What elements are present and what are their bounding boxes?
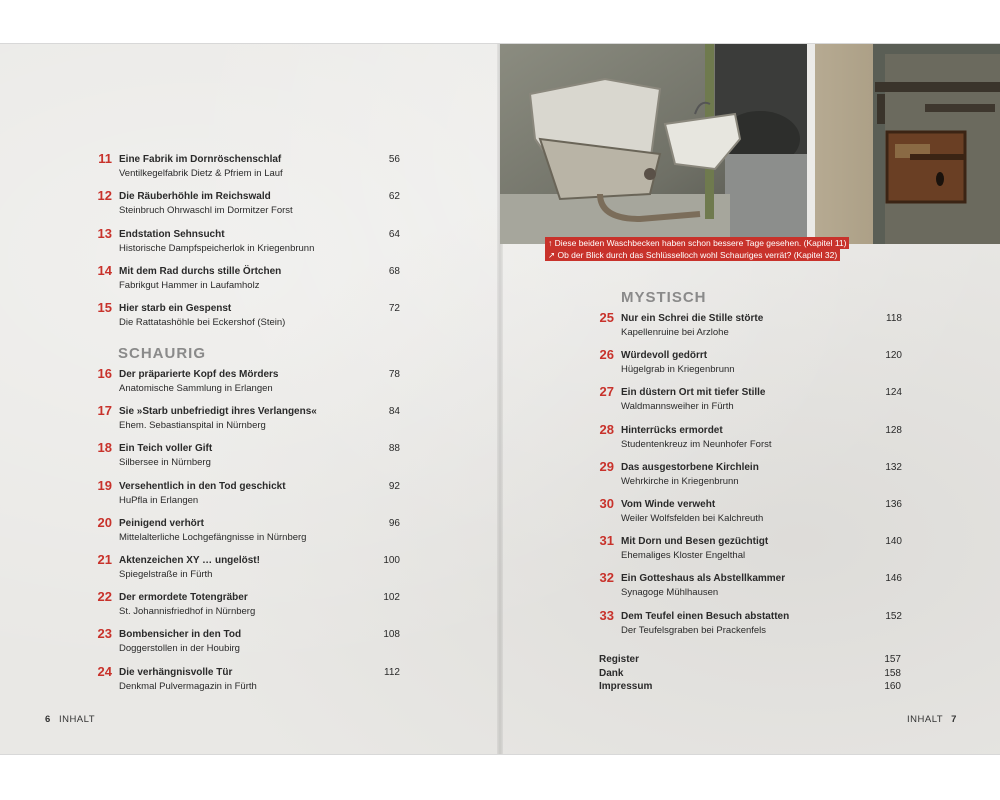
- chapter-number: 30: [599, 496, 614, 511]
- chapter-number: 22: [97, 589, 112, 605]
- section-title-schaurig: SCHAURIG: [118, 345, 207, 362]
- chapter-title: Ein Gotteshaus als Abstellkammer: [621, 573, 786, 585]
- chapter-number: 23: [97, 626, 112, 642]
- chapter-location: Silbersee in Nürnberg: [119, 457, 211, 469]
- chapter-page: 112: [384, 666, 400, 678]
- chapter-number: 13: [97, 225, 112, 241]
- chapter-location: Die Rattatashöhle bei Eckershof (Stein): [119, 317, 286, 329]
- chapter-page: 102: [383, 592, 400, 604]
- backmatter-dank[interactable]: [599, 667, 901, 681]
- keyhole-door-photo-icon: [815, 44, 1000, 244]
- chapter-title: Die Räuberhöhle im Reichswald: [119, 191, 271, 203]
- toc-entry[interactable]: [97, 663, 400, 693]
- chapter-page: 118: [886, 313, 902, 324]
- chapter-page: 62: [388, 191, 400, 203]
- chapter-title: Nur ein Schrei die Stille störte: [621, 313, 764, 324]
- toc-entry[interactable]: [599, 310, 902, 339]
- chapter-page: 72: [388, 303, 400, 315]
- chapter-number: 20: [97, 514, 112, 530]
- chapter-location: Synagoge Mühlhausen: [621, 587, 719, 599]
- chapter-number: 33: [599, 607, 614, 623]
- chapter-location: Waldmannsweiher in Fürth: [621, 401, 734, 413]
- chapter-title: Peinigend verhört: [119, 517, 205, 529]
- caption-1: ↑ Diese beiden Waschbecken haben schon bessere Tage gesehen. (Kapitel 11): [545, 237, 849, 249]
- toc-entry[interactable]: [97, 366, 400, 395]
- chapter-number: 12: [97, 188, 112, 204]
- photo-keyhole-door: [815, 44, 1000, 244]
- toc-entry[interactable]: [97, 514, 400, 544]
- chapter-page: 152: [885, 610, 902, 622]
- footer-page-number-right: 7: [951, 714, 957, 725]
- chapter-page: 78: [388, 369, 400, 380]
- chapter-page: 124: [885, 387, 902, 399]
- toc-entry[interactable]: [599, 496, 902, 525]
- toc-entry[interactable]: [97, 477, 400, 507]
- backmatter-label: Register: [599, 654, 640, 665]
- chapter-location: Anatomische Sammlung in Erlangen: [119, 383, 273, 394]
- chapter-location: Kapellenruine bei Arzlohe: [621, 327, 729, 338]
- chapter-page: 108: [383, 629, 400, 641]
- backmatter: [599, 653, 901, 694]
- chapter-number: 18: [97, 440, 112, 456]
- chapter-page: 56: [388, 154, 400, 165]
- chapter-location: Fabrikgut Hammer in Laufamholz: [119, 279, 260, 291]
- chapter-page: 92: [388, 480, 400, 492]
- chapter-page: 132: [885, 461, 902, 473]
- sinks-photo-icon: [500, 44, 807, 244]
- chapter-title: Der präparierte Kopf des Mörders: [119, 369, 279, 380]
- toc-entry[interactable]: [97, 589, 400, 618]
- chapter-title: Mit Dorn und Besen gezüchtigt: [621, 536, 769, 548]
- chapter-title: Aktenzeichen XY … ungelöst!: [119, 555, 260, 566]
- chapter-title: Das ausgestorbene Kirchlein: [621, 461, 759, 473]
- chapter-title: Bombensicher in den Tod: [119, 629, 242, 641]
- backmatter-label: Dank: [599, 667, 624, 679]
- chapter-number: 21: [97, 552, 112, 567]
- chapter-page: 64: [388, 228, 400, 240]
- chapter-location: Historische Dampfspeicherlok in Kriegenbrunn: [119, 242, 315, 254]
- toc-entry[interactable]: [599, 458, 902, 488]
- chapter-location: Ventilkegelfabrik Dietz & Pfriem in Lauf: [119, 168, 283, 179]
- backmatter-page: 157: [884, 654, 901, 665]
- chapter-location: Doggerstollen in der Houbirg: [119, 643, 240, 655]
- backmatter-page: 158: [884, 667, 901, 679]
- chapter-location: Studentenkreuz im Neunhofer Forst: [621, 438, 772, 450]
- chapter-number: 27: [599, 384, 614, 400]
- chapter-title: Sie »Starb unbefriedigt ihres Verlangens«: [119, 406, 317, 418]
- chapter-number: 31: [599, 533, 614, 549]
- chapter-page: 68: [388, 265, 400, 277]
- chapter-number: 24: [97, 663, 112, 679]
- chapter-title: Dem Teufel einen Besuch abstatten: [621, 610, 790, 622]
- chapter-page: 128: [885, 424, 902, 436]
- chapter-page: 100: [383, 555, 400, 566]
- toc-entry[interactable]: [97, 225, 400, 255]
- footer-page-number-left: 6: [45, 714, 51, 725]
- chapter-location: Wehrkirche in Kriegenbrunn: [621, 475, 739, 487]
- toc-entry[interactable]: [97, 300, 400, 329]
- chapter-title: Ein düstern Ort mit tiefer Stille: [621, 387, 766, 399]
- chapter-title: Eine Fabrik im Dornröschenschlaf: [119, 154, 282, 165]
- chapter-number: 26: [599, 347, 614, 363]
- toc-entry[interactable]: [97, 440, 400, 469]
- footer-right: [907, 714, 957, 725]
- chapter-location: Ehemaliges Kloster Engelthal: [621, 550, 746, 562]
- chapter-title: Mit dem Rad durchs stille Örtchen: [119, 265, 282, 277]
- chapter-title: Versehentlich in den Tod geschickt: [119, 480, 286, 492]
- chapter-location: Der Teufelsgraben bei Prackenfels: [621, 624, 767, 636]
- chapter-page: 96: [388, 517, 400, 529]
- chapter-title: Die verhängnisvolle Tür: [119, 666, 233, 678]
- chapter-location: Hügelgrab in Kriegenbrunn: [621, 364, 735, 376]
- toc-entry[interactable]: [97, 188, 400, 217]
- toc-entry[interactable]: [599, 570, 902, 599]
- backmatter-page: 160: [884, 681, 901, 692]
- chapter-title: Der ermordete Totengräber: [119, 592, 248, 604]
- chapter-location: Mittelalterliche Lochgefängnisse in Nürnberg: [119, 531, 307, 543]
- chapter-number: 11: [98, 151, 112, 166]
- toc-entry[interactable]: [97, 626, 400, 655]
- chapter-title: Würdevoll gedörrt: [621, 350, 708, 362]
- photo-sinks: [500, 44, 807, 244]
- chapter-page: 136: [885, 499, 902, 510]
- toc-entry[interactable]: [599, 533, 902, 562]
- backmatter-label: Impressum: [599, 681, 653, 692]
- chapter-number: 28: [599, 421, 614, 437]
- toc-entry[interactable]: [98, 151, 400, 180]
- chapter-number: 25: [599, 310, 614, 325]
- chapter-page: 146: [885, 573, 902, 585]
- backmatter-register[interactable]: [599, 653, 901, 667]
- chapter-number: 29: [599, 458, 614, 474]
- toc-entry[interactable]: [599, 421, 902, 451]
- chapter-page: 84: [388, 406, 400, 418]
- chapter-page: 88: [388, 443, 400, 455]
- chapter-title: Ein Teich voller Gift: [119, 443, 213, 455]
- chapter-number: 32: [599, 570, 614, 586]
- chapter-title: Vom Winde verweht: [621, 499, 716, 510]
- chapter-title: Hinterrücks ermordet: [621, 424, 723, 436]
- chapter-location: HuPfla in Erlangen: [119, 494, 199, 506]
- toc-entry[interactable]: [599, 384, 902, 413]
- chapter-number: 15: [97, 300, 112, 316]
- chapter-location: Weiler Wolfsfelden bei Kalchreuth: [621, 513, 764, 524]
- toc-entry[interactable]: [599, 607, 902, 637]
- chapter-number: 14: [97, 262, 112, 278]
- chapter-number: 19: [97, 477, 112, 493]
- caption-2: ↗ Ob der Blick durch das Schlüsselloch wohl Schauriges verrät? (Kapitel 32): [545, 249, 840, 261]
- chapter-location: Spiegelstraße in Fürth: [119, 569, 213, 580]
- chapter-location: St. Johannisfriedhof in Nürnberg: [119, 606, 256, 618]
- chapter-title: Endstation Sehnsucht: [119, 228, 225, 240]
- chapter-title: Hier starb ein Gespenst: [119, 303, 232, 315]
- footer-left: [45, 714, 95, 725]
- toc-entry[interactable]: [97, 262, 400, 292]
- toc-entry[interactable]: [97, 552, 400, 581]
- chapter-location: Denkmal Pulvermagazin in Fürth: [119, 680, 257, 692]
- footer-label-left: INHALT: [58, 714, 96, 725]
- chapter-page: 120: [885, 350, 902, 362]
- section-title-mystisch: MYSTISCH: [621, 289, 707, 306]
- toc-entry[interactable]: [97, 403, 400, 432]
- footer-label-right: INHALT: [907, 714, 943, 725]
- chapter-location: Steinbruch Ohrwaschl im Dormitzer Forst: [119, 205, 293, 217]
- chapter-number: 16: [97, 366, 112, 381]
- backmatter-impressum[interactable]: [599, 680, 901, 694]
- chapter-number: 17: [97, 403, 112, 419]
- chapter-location: Ehem. Sebastianspital in Nürnberg: [119, 420, 266, 432]
- toc-entry[interactable]: [599, 347, 902, 376]
- chapter-page: 140: [885, 536, 902, 548]
